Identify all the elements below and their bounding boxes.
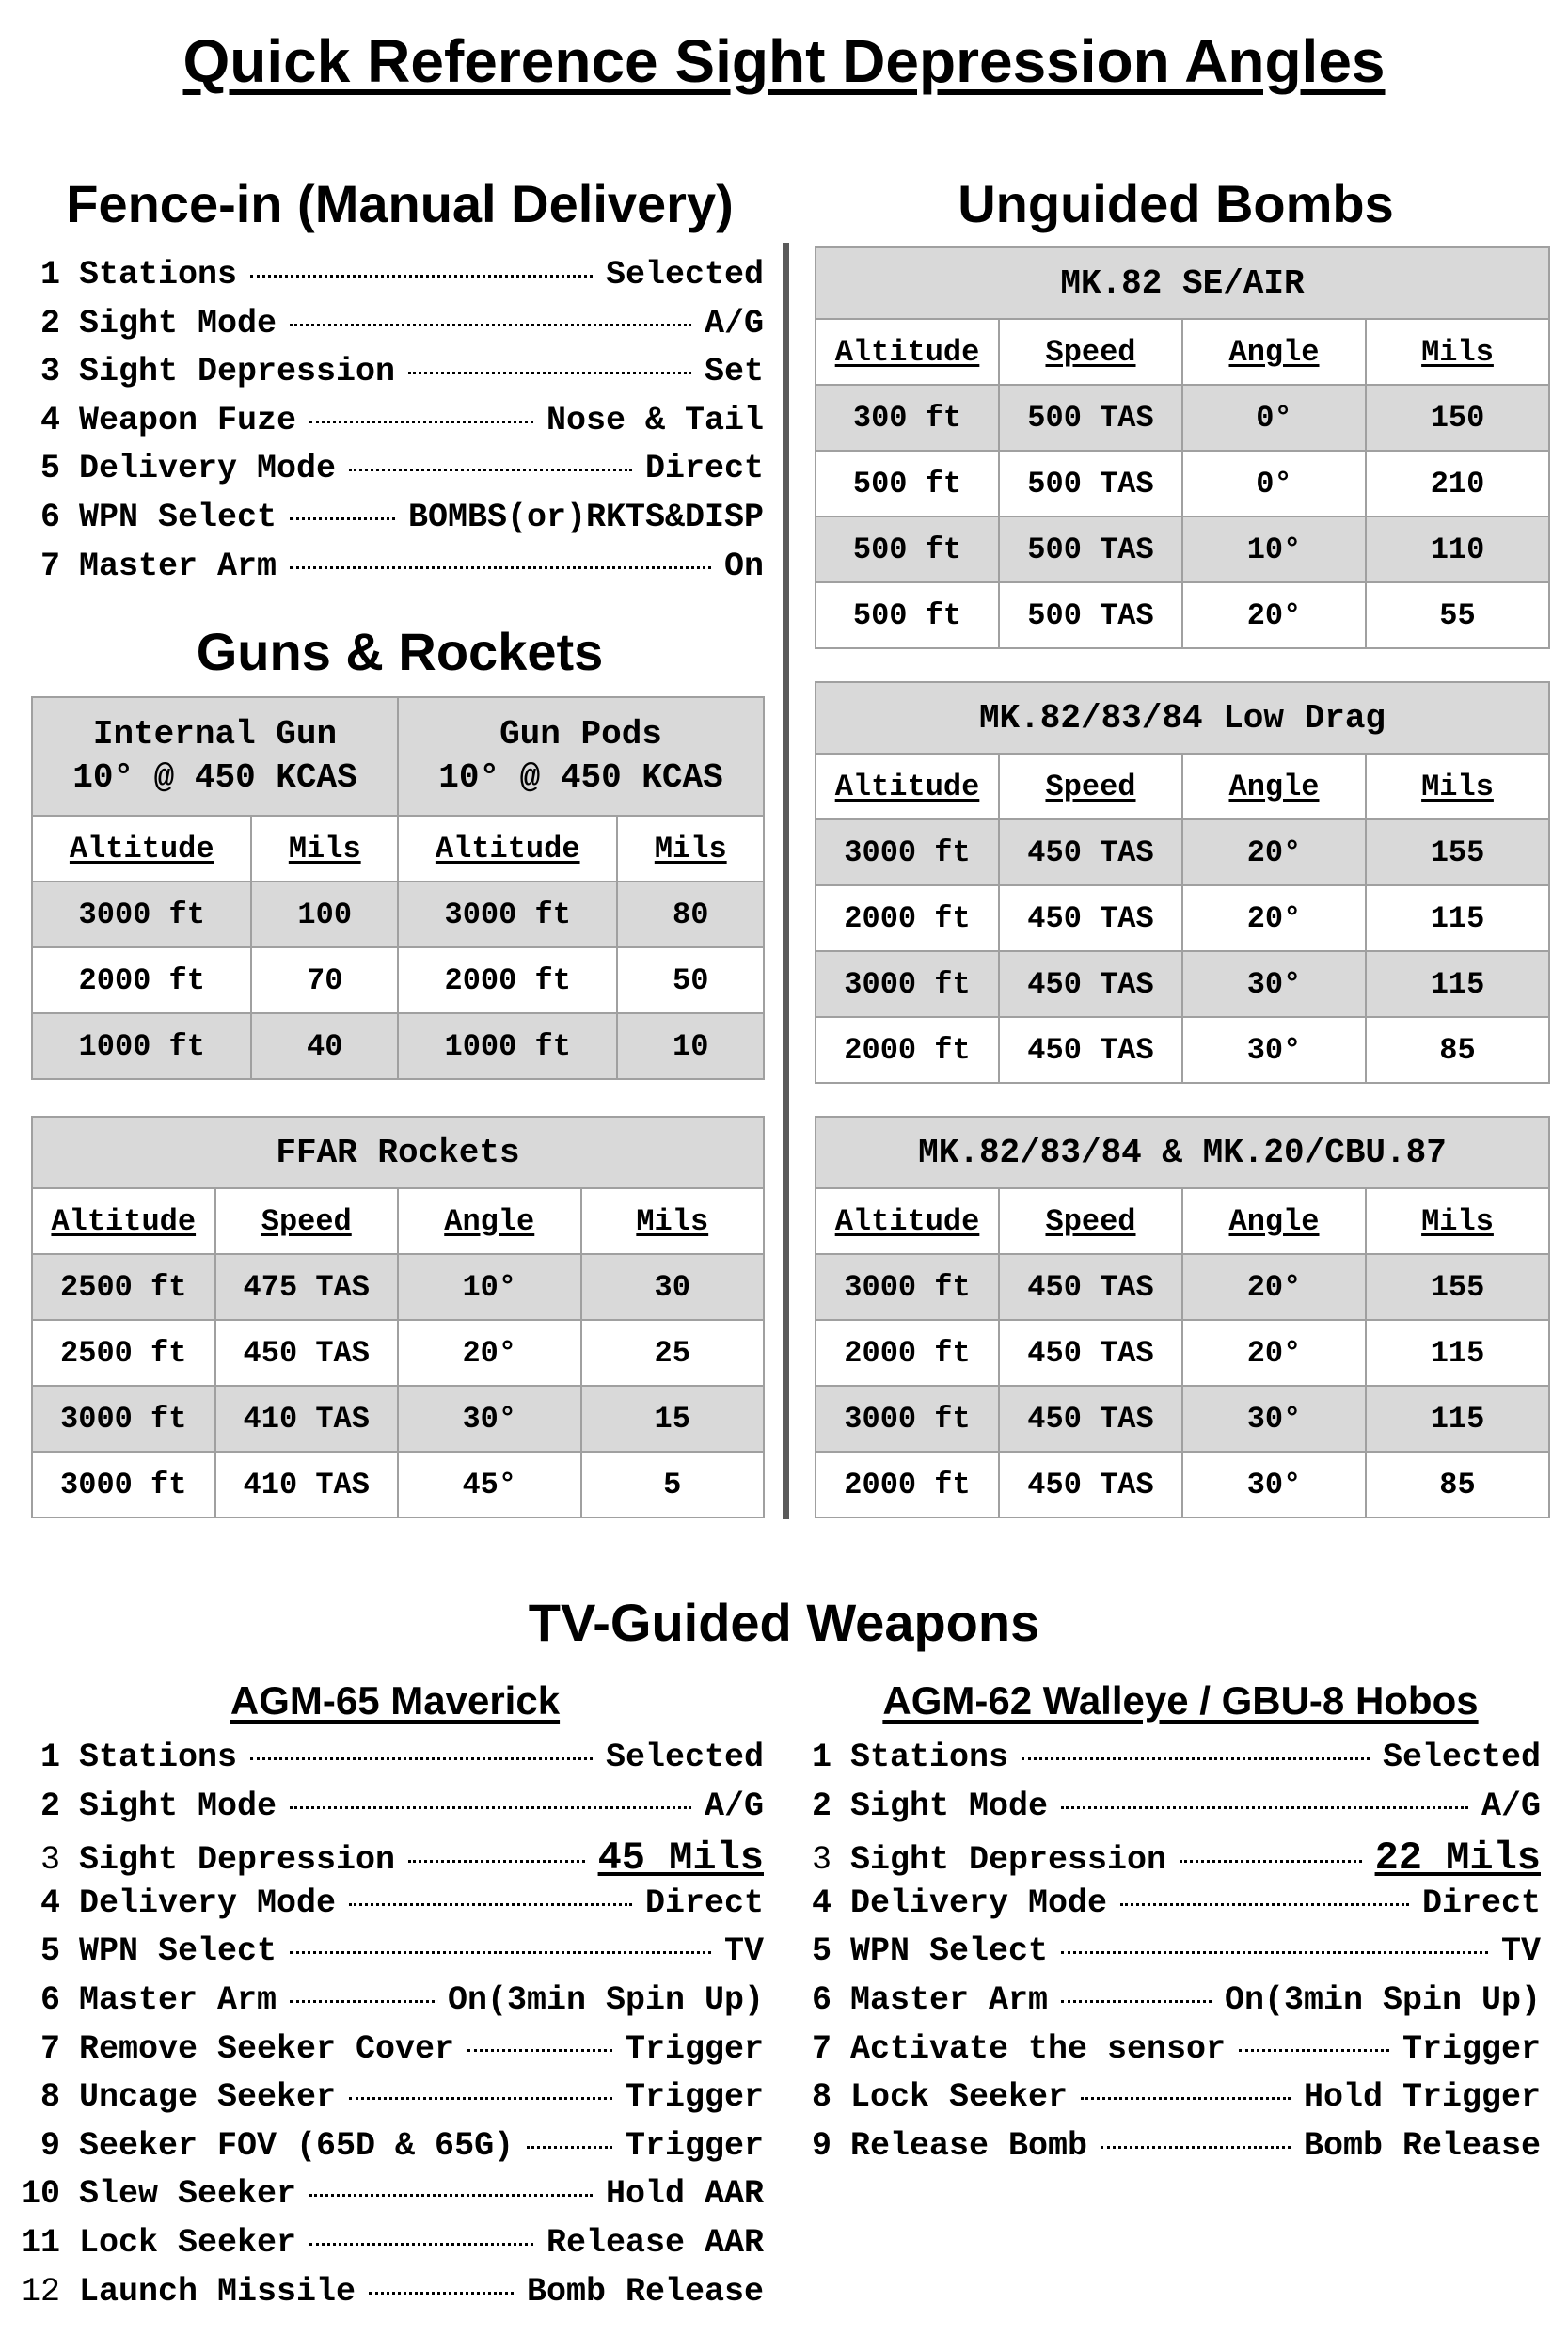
step-value: Release AAR [546, 2223, 764, 2262]
table-cell: 300 ft [816, 385, 999, 451]
table-cell: 500 ft [816, 516, 999, 582]
checklist-item [38, 353, 764, 402]
table-cell: 410 TAS [215, 1452, 399, 1518]
table-cell: 1000 ft [398, 1013, 617, 1079]
step-label: Sight Depression [79, 1841, 396, 1880]
step-value: Nose & Tail [546, 401, 764, 439]
unguided-bombs-title: Unguided Bombs [958, 174, 1394, 233]
step-value: On [723, 547, 764, 585]
table-cell: 500 ft [816, 451, 999, 516]
step-value: Bomb Release [1303, 2126, 1541, 2165]
leader-dots [290, 566, 711, 569]
table-cell: 3000 ft [816, 951, 999, 1017]
table-cell: 3000 ft [32, 1386, 215, 1452]
table-cell: 10° [398, 1254, 581, 1320]
leader-dots [1239, 2049, 1389, 2052]
table-cell: 500 TAS [999, 451, 1182, 516]
fence-in-checklist [38, 256, 764, 596]
step-value: BOMBS(or)RKTS&DISP [407, 498, 764, 536]
checklist-item [809, 1739, 1541, 1788]
column-header: Altitude [398, 816, 617, 882]
mk82-cbu87-table [815, 1116, 1550, 1518]
gun-table [31, 696, 765, 1080]
step-value: Selected [1382, 1739, 1541, 1776]
step-number: 3 [811, 1841, 832, 1880]
table-cell: 40 [251, 1013, 398, 1079]
table-cell: 85 [1366, 1452, 1549, 1518]
leader-dots [527, 2146, 612, 2149]
table-cell: 150 [1366, 385, 1549, 451]
checklist-item [809, 2030, 1541, 2079]
page-title: Quick Reference Sight Depression Angles [182, 27, 1386, 95]
table-cell: 2500 ft [32, 1320, 215, 1386]
table-cell: 450 TAS [999, 819, 1182, 885]
step-value: Direct [644, 1883, 764, 1922]
step-number: 1 [811, 1739, 832, 1776]
ffar-table [31, 1116, 765, 1518]
table-row [816, 582, 1549, 648]
table-row [32, 1013, 764, 1079]
step-number: 1 [40, 1739, 60, 1776]
table-cell: 55 [1366, 582, 1549, 648]
table-cell: 2000 ft [816, 1320, 999, 1386]
table-row [32, 1386, 764, 1452]
column-header: Altitude [816, 1188, 999, 1254]
column-header: Altitude [32, 1188, 215, 1254]
step-value: 22 Mils [1374, 1836, 1541, 1882]
checklist-item [809, 1981, 1541, 2030]
table-cell: 110 [1366, 516, 1549, 582]
checklist-item [19, 1739, 764, 1788]
step-value: Direct [644, 450, 764, 488]
checklist-item [809, 2078, 1541, 2127]
step-number: 5 [811, 1932, 832, 1971]
gun-pods-sub: 10° @ 450 KCAS [438, 758, 723, 797]
table-cell: 30° [1182, 1017, 1366, 1083]
step-value: Direct [1421, 1883, 1541, 1922]
table-cell: 410 TAS [215, 1386, 399, 1452]
table-cell: 155 [1366, 1254, 1549, 1320]
column-header: Angle [398, 1188, 581, 1254]
guns-rockets-title: Guns & Rockets [196, 622, 604, 681]
table-cell: 20° [1182, 885, 1366, 951]
table-cell: 500 TAS [999, 516, 1182, 582]
step-label: Seeker FOV (65D & 65G) [79, 2126, 515, 2165]
checklist-item [38, 256, 764, 305]
step-value: A/G [1481, 1787, 1541, 1825]
step-label: Lock Seeker [850, 2078, 1069, 2117]
step-label: Slew Seeker [79, 2175, 297, 2214]
table-row [32, 1320, 764, 1386]
table-row [816, 1452, 1549, 1518]
step-number: 4 [40, 1883, 60, 1922]
table-cell: 30° [1182, 1386, 1366, 1452]
step-label: WPN Select [79, 1932, 277, 1971]
step-number: 3 [40, 353, 60, 391]
table-cell: 115 [1366, 951, 1549, 1017]
table-cell: 50 [617, 947, 764, 1013]
checklist-item [19, 1932, 764, 1981]
table-cell: 1000 ft [32, 1013, 251, 1079]
step-label: Uncage Seeker [79, 2078, 337, 2117]
step-number: 12 [20, 2272, 60, 2311]
leader-dots [290, 324, 691, 326]
table-cell: 3000 ft [816, 1254, 999, 1320]
column-header: Altitude [816, 754, 999, 819]
checklist-item [19, 1788, 764, 1836]
step-number: 2 [40, 304, 60, 342]
step-label: Activate the sensor [850, 2029, 1227, 2068]
table-cell: 2000 ft [816, 1017, 999, 1083]
table-cell: 3000 ft [32, 882, 251, 947]
leader-dots [290, 517, 395, 520]
checklist-item [809, 1884, 1541, 1933]
table-cell: 3000 ft [816, 819, 999, 885]
checklist-item [19, 2224, 764, 2273]
step-label: Delivery Mode [850, 1883, 1108, 1922]
table-cell: 2000 ft [32, 947, 251, 1013]
step-number: 4 [811, 1883, 832, 1922]
column-header: Mils [1366, 319, 1549, 385]
step-label: Master Arm [850, 1980, 1049, 2019]
column-header: Angle [1182, 754, 1366, 819]
table-cell: 45° [398, 1452, 581, 1518]
tv-guided-title: TV-Guided Weapons [528, 1593, 1040, 1652]
leader-dots [309, 421, 533, 423]
step-number: 2 [811, 1787, 832, 1825]
step-label: Master Arm [79, 547, 277, 585]
table-caption: MK.82/83/84 & MK.20/CBU.87 [816, 1117, 1549, 1188]
table-cell: 115 [1366, 1386, 1549, 1452]
table-cell: 2000 ft [398, 947, 617, 1013]
step-number: 9 [811, 2126, 832, 2165]
table-row [816, 1320, 1549, 1386]
leader-dots [1061, 2000, 1212, 2003]
step-number: 8 [811, 2078, 832, 2117]
step-label: Delivery Mode [79, 450, 337, 488]
step-label: Weapon Fuze [79, 401, 297, 439]
table-cell: 30° [398, 1386, 581, 1452]
step-label: Master Arm [79, 1980, 277, 2019]
step-number: 9 [40, 2126, 60, 2165]
table-row [816, 516, 1549, 582]
step-number: 6 [40, 498, 60, 536]
maverick-checklist [19, 1739, 764, 2321]
step-value: Hold AAR [605, 2175, 764, 2214]
table-cell: 2500 ft [32, 1254, 215, 1320]
table-row [816, 819, 1549, 885]
checklist-item [809, 2127, 1541, 2176]
leader-dots [408, 1860, 585, 1863]
leader-dots [309, 2243, 533, 2246]
table-cell: 450 TAS [999, 951, 1182, 1017]
leader-dots [290, 1806, 691, 1809]
column-header: Speed [215, 1188, 399, 1254]
table-cell: 20° [1182, 582, 1366, 648]
step-value: A/G [704, 1787, 764, 1825]
table-cell: 2000 ft [816, 1452, 999, 1518]
table-cell: 30° [1182, 1452, 1366, 1518]
checklist-item [809, 1788, 1541, 1836]
table-row [816, 385, 1549, 451]
column-header: Mils [1366, 754, 1549, 819]
checklist-item [19, 1981, 764, 2030]
column-header: Altitude [816, 319, 999, 385]
table-cell: 500 TAS [999, 582, 1182, 648]
table-row [32, 1452, 764, 1518]
step-value: A/G [704, 304, 764, 342]
table-cell: 115 [1366, 885, 1549, 951]
table-caption: MK.82/83/84 Low Drag [816, 682, 1549, 754]
table-cell: 500 ft [816, 582, 999, 648]
table-row [32, 882, 764, 947]
table-row [32, 1254, 764, 1320]
table-cell: 155 [1366, 819, 1549, 885]
step-number: 7 [40, 2029, 60, 2068]
step-value: Bomb Release [526, 2272, 764, 2311]
checklist-item [19, 2078, 764, 2127]
column-header: Speed [999, 1188, 1182, 1254]
leader-dots [1120, 1903, 1409, 1906]
table-cell: 450 TAS [215, 1320, 399, 1386]
leader-dots [1022, 1757, 1370, 1760]
table-cell: 0° [1182, 451, 1366, 516]
internal-gun-sub: 10° @ 450 KCAS [72, 758, 357, 797]
walleye-checklist [809, 1739, 1541, 2175]
table-cell: 450 TAS [999, 1452, 1182, 1518]
table-cell: 2000 ft [816, 885, 999, 951]
table-cell: 80 [617, 882, 764, 947]
table-cell: 500 TAS [999, 385, 1182, 451]
table-cell: 70 [251, 947, 398, 1013]
checklist-item [38, 305, 764, 354]
step-value: Selected [605, 256, 764, 294]
leader-dots [349, 1903, 632, 1906]
table-cell: 450 TAS [999, 885, 1182, 951]
table-cell: 210 [1366, 451, 1549, 516]
step-number: 7 [40, 547, 60, 585]
column-header: Mils [581, 1188, 765, 1254]
leader-dots [1081, 2097, 1291, 2100]
column-header: Angle [1182, 319, 1366, 385]
column-header: Mils [251, 816, 398, 882]
table-caption: FFAR Rockets [32, 1117, 764, 1188]
internal-gun-title: Internal Gun [92, 715, 338, 754]
leader-dots [1101, 2146, 1291, 2149]
table-row [816, 1254, 1549, 1320]
step-number: 4 [40, 401, 60, 439]
table-cell: 10° [1182, 516, 1366, 582]
column-header: Speed [999, 754, 1182, 819]
step-label: Delivery Mode [79, 1883, 337, 1922]
step-number: 6 [811, 1980, 832, 2019]
step-value: Set [704, 353, 764, 391]
step-value: Trigger [1402, 2029, 1541, 2068]
step-label: Release Bomb [850, 2126, 1088, 2165]
table-row [816, 1386, 1549, 1452]
table-cell: 3000 ft [32, 1452, 215, 1518]
table-cell: 85 [1366, 1017, 1549, 1083]
leader-dots [250, 275, 593, 278]
table-row [32, 947, 764, 1013]
step-label: Lock Seeker [79, 2223, 297, 2262]
checklist-item [19, 1884, 764, 1933]
step-value: Trigger [625, 2078, 764, 2117]
step-value: Trigger [625, 2029, 764, 2068]
step-value: Hold Trigger [1303, 2078, 1541, 2117]
table-cell: 450 TAS [999, 1320, 1182, 1386]
checklist-item [809, 1932, 1541, 1981]
internal-gun-header [32, 697, 398, 816]
leader-dots [408, 372, 691, 374]
step-number: 10 [20, 2175, 60, 2214]
step-number: 2 [40, 1787, 60, 1825]
column-header: Mils [617, 816, 764, 882]
leader-dots [369, 2292, 514, 2295]
table-cell: 20° [1182, 819, 1366, 885]
table-caption: MK.82 SE/AIR [816, 247, 1549, 319]
table-cell: 25 [581, 1320, 765, 1386]
step-label: Stations [850, 1739, 1009, 1776]
leader-dots [290, 2000, 435, 2003]
table-cell: 5 [581, 1452, 765, 1518]
step-number: 8 [40, 2078, 60, 2117]
table-cell: 450 TAS [999, 1017, 1182, 1083]
step-label: WPN Select [850, 1932, 1049, 1971]
table-cell: 450 TAS [999, 1254, 1182, 1320]
step-number: 1 [40, 256, 60, 294]
step-label: Sight Depression [79, 353, 396, 391]
column-divider [783, 243, 789, 1519]
table-cell: 30° [1182, 951, 1366, 1017]
checklist-item [19, 1836, 764, 1884]
step-value: TV [1500, 1932, 1541, 1971]
table-cell: 15 [581, 1386, 765, 1452]
step-value: Selected [605, 1739, 764, 1776]
table-cell: 10 [617, 1013, 764, 1079]
step-label: Sight Mode [79, 1787, 277, 1825]
table-row [816, 1017, 1549, 1083]
table-cell: 20° [398, 1320, 581, 1386]
leader-dots [290, 1951, 711, 1954]
table-cell: 20° [1182, 1320, 1366, 1386]
table-cell: 20° [1182, 1254, 1366, 1320]
leader-dots [309, 2194, 593, 2197]
step-label: Launch Missile [79, 2272, 356, 2311]
fence-in-title: Fence-in (Manual Delivery) [66, 174, 734, 233]
table-row [816, 451, 1549, 516]
checklist-item [38, 450, 764, 499]
mk82-se-air-table [815, 246, 1550, 649]
leader-dots [467, 2049, 612, 2052]
leader-dots [1180, 1860, 1362, 1863]
checklist-item [19, 2127, 764, 2176]
checklist-item [38, 548, 764, 596]
step-number: 11 [20, 2223, 60, 2262]
table-cell: 115 [1366, 1320, 1549, 1386]
table-cell: 475 TAS [215, 1254, 399, 1320]
table-cell: 0° [1182, 385, 1366, 451]
step-value: On(3min Spin Up) [447, 1980, 764, 2019]
leader-dots [250, 1757, 593, 1760]
step-label: Stations [79, 1739, 238, 1776]
step-label: Sight Mode [850, 1787, 1049, 1825]
step-value: 45 Mils [597, 1836, 764, 1882]
step-number: 3 [40, 1841, 60, 1880]
checklist-item [38, 402, 764, 451]
step-number: 5 [40, 450, 60, 488]
gun-pods-header [398, 697, 764, 816]
mk82-low-drag-table [815, 681, 1550, 1084]
step-label: Remove Seeker Cover [79, 2029, 455, 2068]
checklist-item [19, 2273, 764, 2322]
step-value: TV [723, 1932, 764, 1971]
table-row [816, 951, 1549, 1017]
gun-pods-title: Gun Pods [499, 715, 662, 754]
step-number: 6 [40, 1980, 60, 2019]
step-label: WPN Select [79, 498, 277, 536]
step-number: 5 [40, 1932, 60, 1971]
step-label: Sight Mode [79, 304, 277, 342]
column-header: Mils [1366, 1188, 1549, 1254]
step-value: On(3min Spin Up) [1224, 1980, 1541, 2019]
checklist-item [19, 2030, 764, 2079]
table-cell: 100 [251, 882, 398, 947]
leader-dots [349, 469, 632, 471]
table-cell: 3000 ft [816, 1386, 999, 1452]
column-header: Altitude [32, 816, 251, 882]
column-header: Speed [999, 319, 1182, 385]
maverick-title: AGM-65 Maverick [230, 1678, 561, 1723]
step-value: Trigger [625, 2126, 764, 2165]
step-label: Stations [79, 256, 238, 294]
column-header: Angle [1182, 1188, 1366, 1254]
step-number: 7 [811, 2029, 832, 2068]
step-label: Sight Depression [850, 1841, 1167, 1880]
checklist-item [809, 1836, 1541, 1884]
walleye-title: AGM-62 Walleye / GBU-8 Hobos [882, 1678, 1479, 1723]
table-cell: 450 TAS [999, 1386, 1182, 1452]
checklist-item [19, 2175, 764, 2224]
leader-dots [1061, 1951, 1488, 1954]
leader-dots [1061, 1806, 1468, 1809]
checklist-item [38, 499, 764, 548]
table-cell: 30 [581, 1254, 765, 1320]
table-cell: 3000 ft [398, 882, 617, 947]
leader-dots [349, 2097, 612, 2100]
table-row [816, 885, 1549, 951]
